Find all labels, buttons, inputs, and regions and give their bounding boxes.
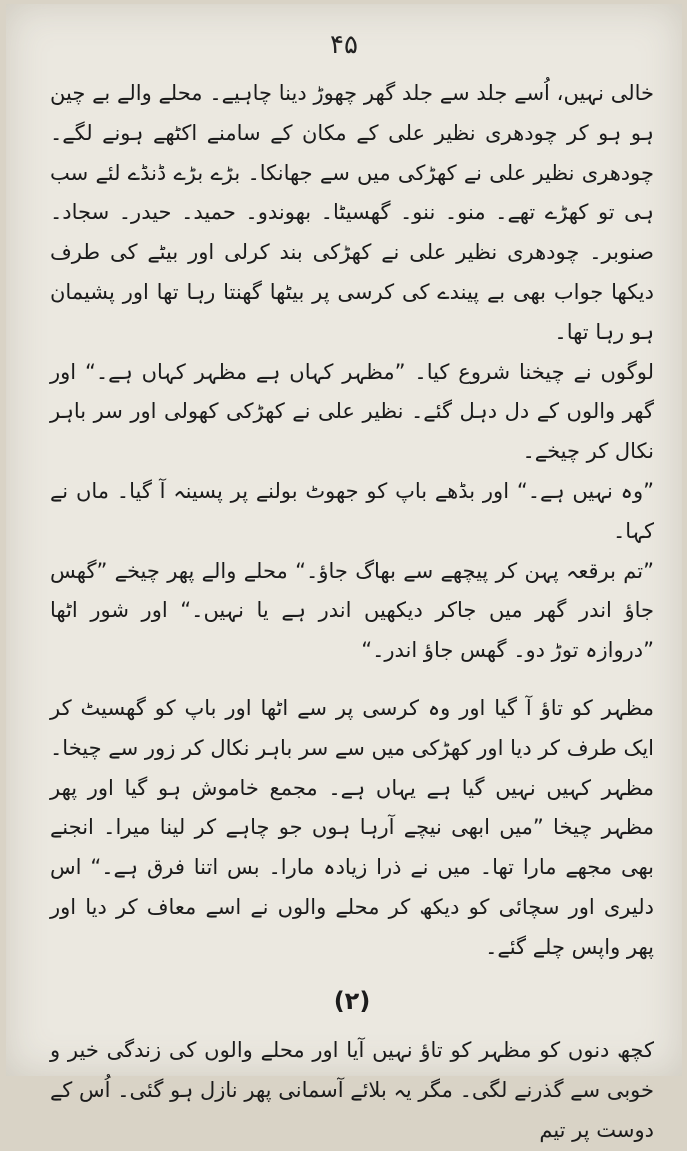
paragraph: ”وہ نہیں ہے۔“ اور بڈھے باپ کو جھوٹ بولنے پر پسینہ آ گیا۔ ماں نے کہا۔ xyxy=(50,478,654,543)
book-page xyxy=(6,4,682,1142)
paragraph: ”تم برقعہ پہن کر پیچھے سے بھاگ جاؤ۔“ محلے والے پھر چیخے ”گھس جاؤ اندر گھر میں جاکر دیکھیں اندر ہے یا نہیں۔“ اور شور اٹھا ”دروازہ توڑ دو۔ گھس جاؤ اندر۔“ xyxy=(50,558,654,663)
paragraph: لوگوں نے چیخنا شروع کیا۔ ”مظہر کہاں ہے مظہر کہاں ہے۔“ اور گھر والوں کے دل دہل گئے۔ نظیر علی نے کھڑکی کھولی اور سر باہر نکال کر چیخے۔ xyxy=(50,359,654,464)
paragraph: کچھ دنوں کو مظہر کو تاؤ نہیں آیا اور محلے والوں کی زندگی خیر و خوبی سے گذرنے لگی۔ مگر یہ بلائے آسمانی پھر نازل ہو گئی۔ اُس کے دوست پر تیم xyxy=(50,1038,654,1142)
page-number: ۴۵ xyxy=(330,30,358,60)
section-heading: (۲) xyxy=(333,986,371,1015)
paragraph: خالی نہیں، اُسے جلد سے جلد گھر چھوڑ دینا چاہیے۔ محلے والے بے چین ہو ہو کر چودھری نظیر علی کے مکان کے سامنے اکٹھے ہونے لگے۔ چودھری نظیر علی نے کھڑکی میں سے جھانکا۔ بڑے بڑے ڈنڈے لئے سب ہی تو کھڑے تھے۔ منو۔ ننو۔ گھسیٹا۔ بھوندو۔ حمید۔ حیدر۔ سجاد۔ صنوبر۔ چودھری نظیر علی نے کھڑکی بند کرلی اور بیٹے کی طرف دیکھا جواب بھی بے پیندے کی کرسی پر بیٹھا گھنتا رہا تھا اور پشیمان ہو رہا تھا۔ xyxy=(50,81,654,344)
page-body xyxy=(50,74,654,1151)
paragraph: مظہر کو تاؤ آ گیا اور وہ کرسی پر سے اٹھا اور باپ کو گھسیٹ کر ایک طرف کر دیا اور کھڑکی میں سے سر باہر نکال کر زور سے چیخا۔ مظہر کہیں نہیں گیا ہے یہاں ہے۔ مجمع خاموش ہو گیا اور پھر مظہر چیخا ”میں ابھی نیچے آرہا ہوں جو چاہے کر لینا میرا۔ انجنے بھی مجھے مارا تھا۔ میں نے ذرا زیادہ مارا۔ بس اتنا فرق ہے۔“ اس دلیری اور سچائی کو دیکھ کر محلے والوں نے اسے معاف کر دیا اور پھر واپس چلے گئے۔ xyxy=(50,695,654,959)
